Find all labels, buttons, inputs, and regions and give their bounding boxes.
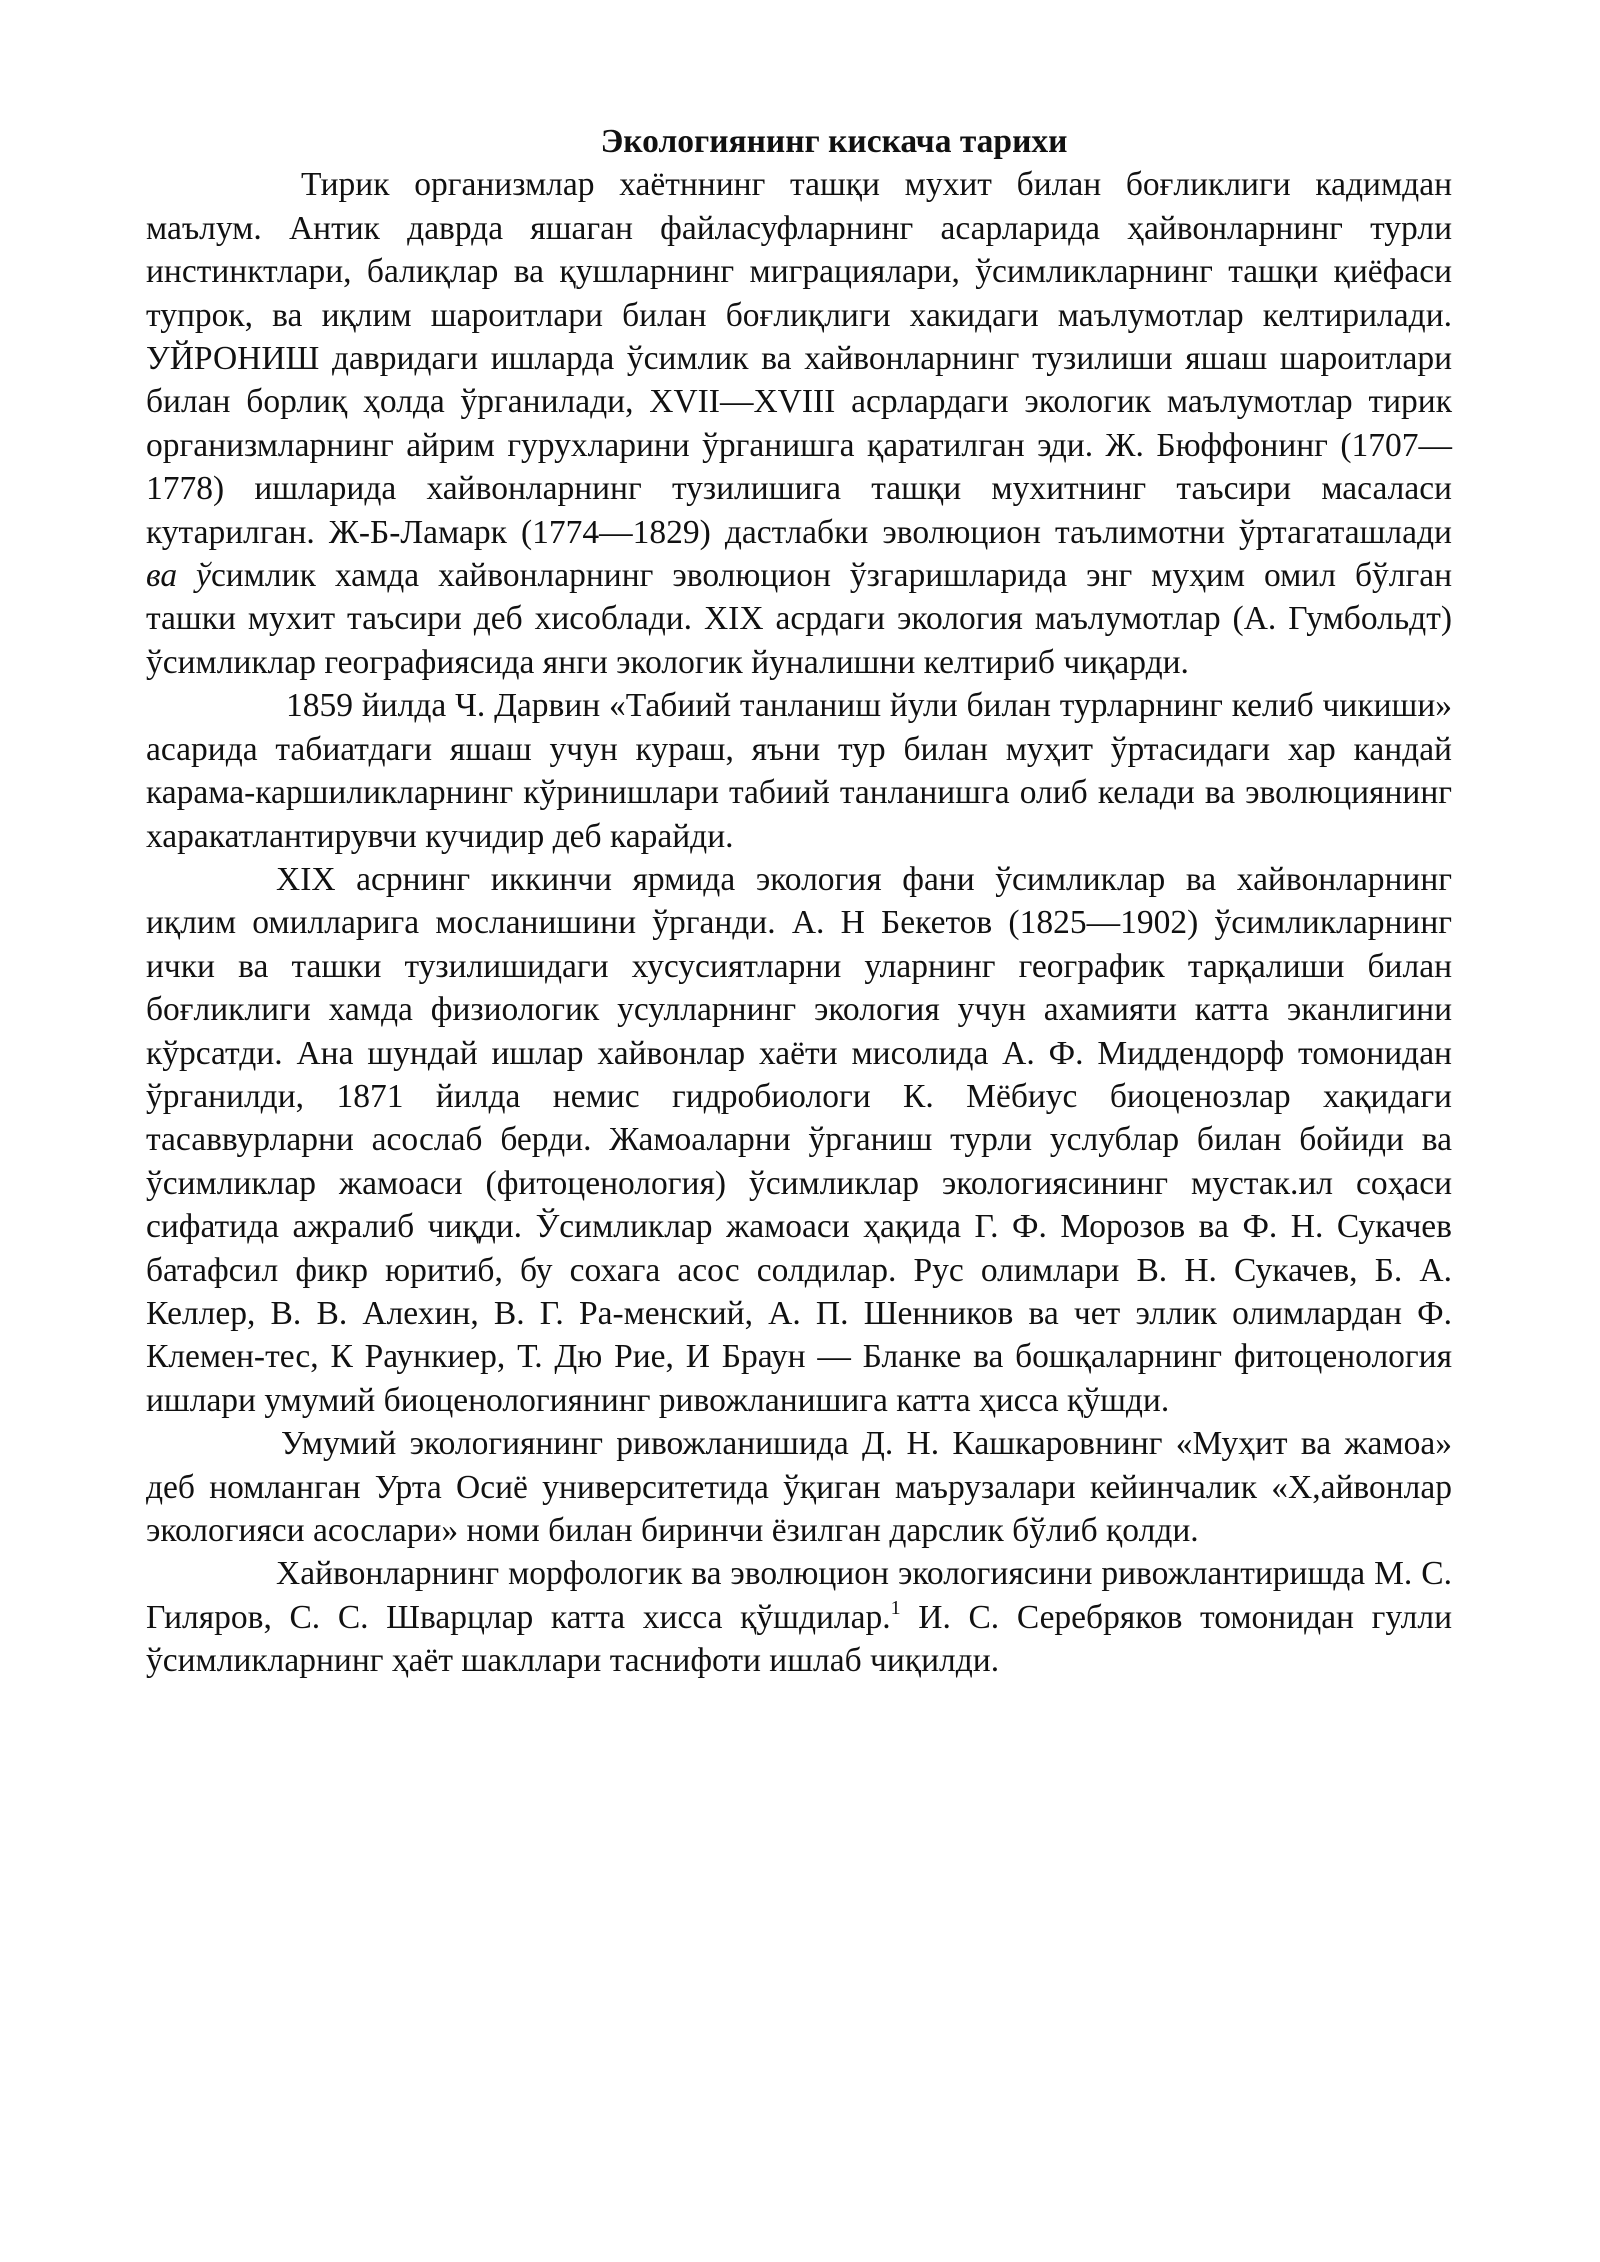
paragraph-3: XIX асрнинг иккинчи ярмида экология фани ўсимликлар ва хайвонларнинг иқлим омилларига мосланишини ўрганди. А. Н Бекетов (1825—1902) ўсимликларнинг ички ва ташки тузилишидаги хусусиятларни уларнинг географик тарқалиши билан боғликлиги хамда физиологик усулларнинг экология учун ахамияти катта эканлигини кўрсатди. Ана шундай ишлар хайвонлар хаёти мисолида А. Ф. Миддендорф томонидан ўрганилди, 1871 йилда немис гидробиологи К. Мёбиус биоценозлар хақидаги тасаввурларни асослаб берди. Жамоаларни ўрганиш турли услублар билан бойиди ва ўсимликлар жамоаси (фитоценология) ўсимликлар экологиясининг мустак.ил соҳаси сифатида ажралиб чиқди. Ўсимликлар жамоаси ҳақида Г. Ф. Морозов ва Ф. Н. Сукачев батафсил фикр юритиб, бу сохага асос солдилар. Рус олимлари В. Н. Сукачев, Б. А. Келлер, В. В. Алехин, В. Г. Ра-менский, А. П. Шенников ва чет эллик олимлардан Ф. Клемен-тес, К Раункиер, Т. Дю Рие, И Браун — Бланке ва бошқаларнинг фитоценология ишлари умумий биоценологиянинг ривожланишига катта ҳисса қўшди. (146, 860, 1452, 1419)
paragraph-2: 1859 йилда Ч. Дарвин «Табиий танланиш йули билан турларнинг келиб чикиши» асарида табиатдаги яшаш учун кураш, яъни тур билан муҳит ўртасидаги хар кандай карама-каршиликларнинг кўринишлари табиий танланишга олиб келади ва эволюциянинг харакатлантирувчи кучидир деб карайди. (146, 687, 1452, 855)
paragraph-1-italic-text: ва ў (146, 557, 211, 595)
paragraph-1 (146, 163, 1452, 684)
paragraph-5 (146, 1552, 1452, 1682)
document-page (146, 120, 1452, 1683)
paragraph-5-text-start: Хайвонларнинг морфологик ва эволюцион экологиясини ривожлантиришда М. С. Гиляров, С. С. Шварцлар катта хисса қўшдилар. (146, 1555, 1452, 1636)
paragraph-1-text-end: симлик хамда хайвонларнинг эволюцион ўзгаришларида энг муҳим омил бўлган ташки мухит таъсири деб хисоблади. XIX асрдаги экология маълумотлар (А. Гумбольдт) ўсимликлар географиясида янги экологик йуналишни келтириб чиқарди. (146, 557, 1452, 681)
paragraph-1-text-start: Тирик организмлар хаётннинг ташқи мухит билан боғликлиги кадимдан маълум. Антик даврда яшаган файласуфларнинг асарларида ҳайвонларнинг турли инстинктлари, балиқлар ва қушларнинг миграциялари, ўсимликларнинг ташқи қиёфаси тупрок, ва иқлим шароитлари билан боғлиқлиги хакидаги маълумотлар келтирилади. УЙРОНИШ давридаги ишларда ўсимлик ва хайвонларнинг тузилиши яшаш шароитлари билан борлиқ ҳолда ўрганилади, XVII—XVIII асрлардаги экологик маълумотлар тирик организмларнинг айрим гурухларини ўрганишга қаратилган эди. Ж. Бюффонинг (1707—1778) ишларида хайвонларнинг тузилишига ташқи мухитнинг таъсири масаласи кутарилган. Ж-Б-Ламарк (1774—1829) дастлабки эволюцион таълимотни ўртагаташлади (146, 166, 1452, 551)
paragraph-5-text-end: И. С. Серебряков томонидан гулли ўсимликларнинг ҳаёт шакллари таснифоти ишлаб чиқилди. (146, 1598, 1452, 1680)
paragraph-4: Умумий экологиянинг ривожланишида Д. Н. Кашкаровнинг «Муҳит ва жамоа» деб номланган Урта Осиё университетида ўқиган маърузалари кейинчалик «Х,айвонлар экологияси асослари» номи билан биринчи ёзилган дарслик бўлиб қолди. (146, 1425, 1452, 1549)
footnote-reference[interactable]: 1 (890, 1596, 901, 1619)
document-title: Экологиянинг кискача тарихи (600, 123, 1068, 160)
